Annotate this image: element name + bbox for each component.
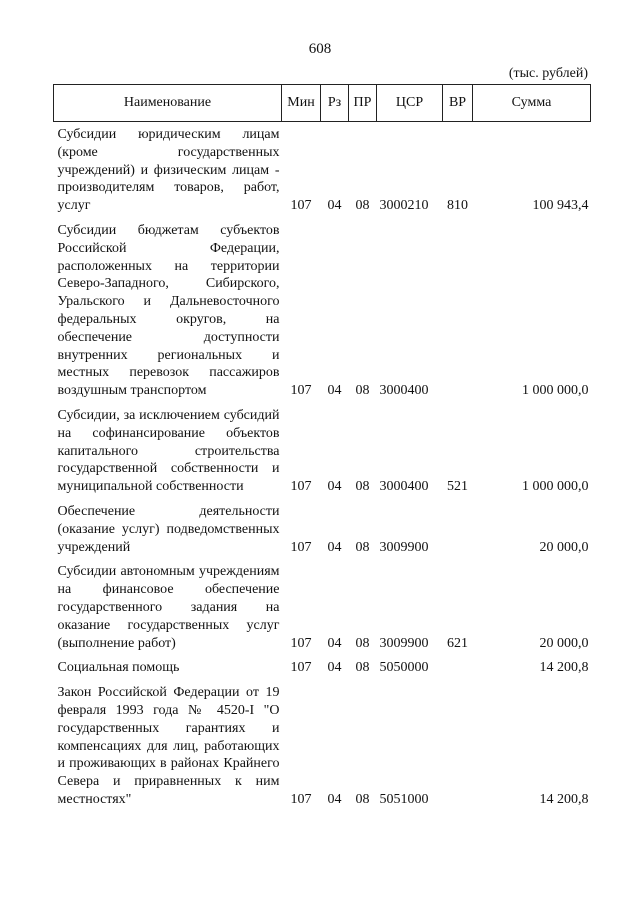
row-sum: 14 200,8	[539, 660, 589, 676]
row-name: Закон Российской Федерации от 19 февраля 1993 года № 4520-I "О государственных гарантиях и компенсациях для лиц, работающих и проживающих в районах Крайнего Севера и приравненных к ним местностях"	[57, 685, 280, 807]
header-pr: ПР	[349, 85, 377, 122]
row-min: 107	[290, 479, 312, 495]
row-sum: 100 943,4	[532, 198, 589, 214]
row-vr	[443, 680, 473, 812]
row-pr: 08	[355, 660, 370, 676]
row-rz: 04	[327, 635, 342, 651]
table-row	[54, 403, 591, 499]
row-name: Субсидии автономным учреждениям на финансовое обеспечение государственного задания на оказание государственных услуг (выполнение работ)	[57, 564, 280, 651]
header-csr: ЦСР	[377, 85, 443, 122]
table-header-row	[54, 85, 591, 122]
row-rz: 04	[327, 791, 342, 807]
row-pr: 08	[355, 479, 370, 495]
row-name: Социальная помощь	[57, 660, 180, 676]
row-sum: 20 000,0	[539, 539, 589, 555]
units-label: (тыс. рублей)	[508, 66, 588, 81]
table-row	[54, 499, 591, 559]
row-vr: 621	[447, 635, 468, 651]
row-pr: 08	[355, 383, 370, 399]
row-vr: 810	[447, 198, 468, 214]
row-min: 107	[290, 635, 312, 651]
row-vr: 521	[447, 479, 468, 495]
row-csr: 3000400	[379, 479, 429, 495]
row-pr: 08	[355, 791, 370, 807]
row-csr: 3009900	[379, 539, 429, 555]
row-name: Субсидии, за исключением субсидий на софинансирование объектов капитального строительства государственной собственности и муниципальной собственности	[57, 407, 280, 495]
row-vr	[443, 218, 473, 403]
table-row	[54, 680, 591, 812]
row-min: 107	[290, 791, 312, 807]
row-name: Обеспечение деятельности (оказание услуг) подведомственных учреждений	[57, 503, 280, 555]
table-row	[54, 559, 591, 655]
row-csr: 3000400	[379, 383, 429, 399]
row-sum: 1 000 000,0	[522, 383, 589, 399]
table-row	[54, 122, 591, 218]
row-sum: 14 200,8	[539, 791, 589, 807]
header-rz: Рз	[321, 85, 349, 122]
row-pr: 08	[355, 198, 370, 214]
row-min: 107	[290, 198, 312, 214]
row-sum: 20 000,0	[539, 635, 589, 651]
row-csr: 5050000	[379, 660, 429, 676]
row-rz: 04	[327, 660, 342, 676]
header-min: Мин	[282, 85, 321, 122]
row-min: 107	[290, 539, 312, 555]
table-row	[54, 655, 591, 680]
row-pr: 08	[355, 635, 370, 651]
header-name: Наименование	[54, 85, 282, 122]
row-rz: 04	[327, 383, 342, 399]
row-csr: 3000210	[379, 198, 429, 214]
header-sum: Сумма	[473, 85, 591, 122]
row-vr	[443, 655, 473, 680]
row-sum: 1 000 000,0	[522, 479, 589, 495]
row-rz: 04	[327, 479, 342, 495]
row-pr: 08	[355, 539, 370, 555]
budget-table	[53, 84, 591, 812]
header-vr: ВР	[443, 85, 473, 122]
row-rz: 04	[327, 198, 342, 214]
table-row	[54, 218, 591, 403]
row-name: Субсидии юридическим лицам (кроме государственных учреждений) и физическим лицам - производителям товаров, работ, услуг	[57, 127, 280, 214]
page-number: 608	[308, 41, 332, 57]
row-csr: 3009900	[379, 635, 429, 651]
row-vr	[443, 499, 473, 559]
row-rz: 04	[327, 539, 342, 555]
row-min: 107	[290, 660, 312, 676]
row-csr: 5051000	[379, 791, 429, 807]
row-name: Субсидии бюджетам субъектов Российской Федерации, расположенных на территории Северо-Западного, Сибирского, Уральского и Дальневосточного федеральных округов, на обеспечение доступности внутренних региональных и местных перевозок пассажиров воздушным транспортом	[57, 222, 280, 399]
row-min: 107	[290, 383, 312, 399]
